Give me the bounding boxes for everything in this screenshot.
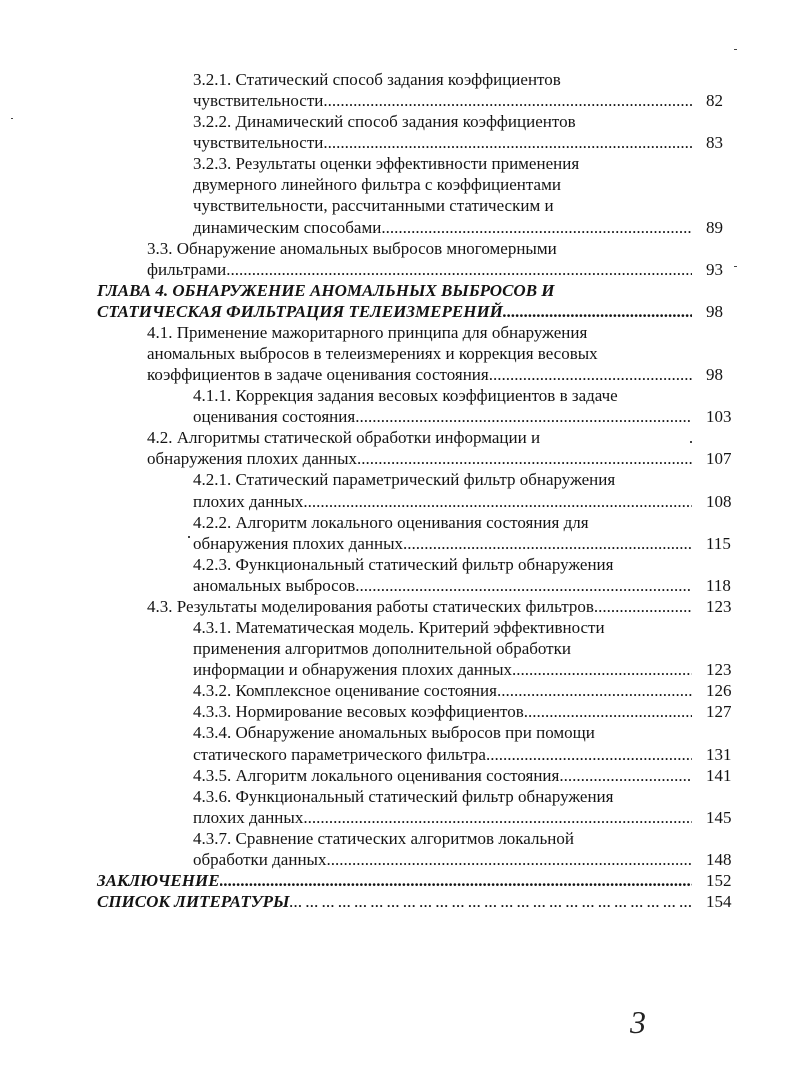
toc-line: 3.2.3. Результаты оценки эффективности применения: [193, 154, 580, 174]
toc-line-last: [0, 659, 732, 680]
toc-line-text: статического параметрического фильтра: [193, 744, 486, 764]
dot-leader: [381, 217, 692, 238]
toc-line: 4.3.1. Математическая модель. Критерий эффективности: [193, 618, 605, 638]
dot-leader: [355, 575, 692, 596]
page-ref: 123: [706, 660, 732, 680]
table-of-contents: [0, 69, 795, 912]
chapter-title-text: СТАТИЧЕСКАЯ ФИЛЬТРАЦИЯ ТЕЛЕИЗМЕРЕНИЙ: [97, 301, 503, 321]
toc-line: 4.3.6. Функциональный статический фильтр обнаружения: [193, 786, 614, 806]
toc-entry: [0, 554, 795, 596]
page-ref: 107: [706, 449, 732, 469]
toc-line-last: [0, 406, 732, 427]
page-ref: 108: [706, 491, 732, 511]
toc-line-text: 4.3.3. Нормирование весовых коэффициентов: [193, 702, 524, 722]
toc-conclusion-entry: [0, 870, 795, 891]
dot-leader: [594, 596, 692, 617]
toc-entry: [0, 322, 795, 385]
toc-line-text: обнаружения плохих данных: [193, 533, 403, 553]
toc-line-last: [0, 870, 732, 891]
toc-line-text: плохих данных: [193, 807, 304, 827]
scan-speck: [734, 266, 737, 267]
page-ref: 98: [706, 301, 723, 321]
dot-leader: [489, 364, 692, 385]
page-ref: 93: [706, 259, 723, 279]
dot-leader: [289, 891, 692, 912]
scan-speck: [734, 49, 737, 50]
toc-entry: [0, 238, 795, 280]
toc-line: 4.2.1. Статический параметрический фильтр обнаружения: [193, 470, 616, 490]
toc-line-last: [0, 364, 723, 385]
toc-entry: [0, 153, 795, 237]
toc-entry: [0, 786, 795, 828]
toc-line: применения алгоритмов дополнительной обработки: [193, 639, 571, 659]
toc-line-text: чувствительности: [193, 91, 324, 111]
toc-line: 3.3. Обнаружение аномальных выбросов многомерными: [147, 238, 557, 258]
dot-leader: [226, 259, 692, 280]
toc-line-last: [0, 301, 723, 322]
page-ref: 145: [706, 807, 732, 827]
toc-line: 3.2.2. Динамический способ задания коэффициентов: [193, 112, 576, 132]
dot-leader: [524, 701, 692, 722]
page-number: 3: [630, 1004, 646, 1040]
toc-line-last: [0, 701, 732, 722]
dot-leader: [220, 870, 692, 891]
page-ref: 83: [706, 133, 723, 153]
toc-line-last: [0, 891, 732, 912]
dot-leader: [357, 448, 692, 469]
page-ref: 118: [706, 575, 731, 595]
toc-line-last: [0, 575, 731, 596]
toc-entry: [0, 111, 795, 153]
toc-entry: [0, 69, 795, 111]
page-ref: 89: [706, 217, 723, 237]
scan-speck: [690, 441, 692, 443]
toc-line-last: [0, 744, 732, 765]
toc-entry: [0, 828, 795, 870]
toc-line-text: обработки данных: [193, 849, 327, 869]
page-ref: 154: [706, 892, 732, 912]
dot-leader: [323, 132, 692, 153]
toc-line-text: 4.3.5. Алгоритм локального оценивания состояния: [193, 765, 560, 785]
toc-line: 4.3.4. Обнаружение аномальных выбросов при помощи: [193, 723, 595, 743]
toc-line-text: информации и обнаружения плохих данных: [193, 660, 513, 680]
toc-line-text: чувствительности: [193, 133, 324, 153]
page-ref: 98: [706, 365, 723, 385]
toc-entry: [0, 427, 795, 469]
toc-line: 4.1. Применение мажоритарного принципа для обнаружения: [147, 322, 588, 342]
toc-line-last: [0, 596, 732, 617]
chapter-title-line: ГЛАВА 4. ОБНАРУЖЕНИЕ АНОМАЛЬНЫХ ВЫБРОСОВ И: [97, 280, 555, 300]
toc-line-text: динамическим способами: [193, 217, 382, 237]
dot-leader: [497, 680, 692, 701]
page-ref: 152: [706, 870, 732, 890]
toc-line: чувствительности, рассчитанными статическим и: [193, 196, 554, 216]
scan-speck: [188, 536, 190, 538]
toc-line-last: [0, 259, 723, 280]
dot-leader: [503, 301, 692, 322]
toc-line-last: [0, 849, 732, 870]
toc-line-last: [0, 533, 731, 554]
toc-line-last: [0, 491, 732, 512]
toc-line-text: аномальных выбросов: [193, 575, 356, 595]
dot-leader: [355, 406, 692, 427]
dot-leader: [326, 849, 692, 870]
toc-line: 4.3.7. Сравнение статических алгоритмов локальной: [193, 828, 574, 848]
toc-line-last: [0, 132, 723, 153]
toc-line-text: коэффициентов в задаче оценивания состояния: [147, 365, 489, 385]
toc-line-last: [0, 807, 732, 828]
page-ref: 126: [706, 681, 732, 701]
toc-entry: [0, 469, 795, 511]
toc-line: 4.1.1. Коррекция задания весовых коэффициентов в задаче: [193, 386, 618, 406]
toc-line-text: обнаружения плохих данных: [147, 449, 357, 469]
dot-leader: [303, 491, 692, 512]
toc-entry: [0, 765, 795, 786]
dot-leader: [323, 90, 692, 111]
page-ref: 103: [706, 407, 732, 427]
dot-leader: [559, 765, 692, 786]
toc-line-last: [0, 90, 723, 111]
toc-entry: [0, 680, 795, 701]
page-ref: 131: [706, 744, 732, 764]
toc-line: 4.2.3. Функциональный статический фильтр обнаружения: [193, 554, 614, 574]
page-ref: 123: [706, 596, 732, 616]
toc-entry: [0, 617, 795, 680]
references-title: СПИСОК ЛИТЕРАТУРЫ: [97, 892, 290, 912]
toc-entry: [0, 722, 795, 764]
toc-line: 3.2.1. Статический способ задания коэффициентов: [193, 70, 561, 89]
page-ref: 141: [706, 765, 732, 785]
page-ref: 127: [706, 702, 732, 722]
toc-entry: [0, 596, 795, 617]
conclusion-title: ЗАКЛЮЧЕНИЕ: [97, 870, 220, 890]
dot-leader: [512, 659, 692, 680]
page-ref: 115: [706, 533, 731, 553]
toc-line: аномальных выбросов в телеизмерениях и коррекция весовых: [147, 344, 598, 364]
page-ref: 148: [706, 849, 732, 869]
toc-line-last: [0, 448, 732, 469]
toc-line-text: оценивания состояния: [193, 407, 356, 427]
dot-leader: [303, 807, 692, 828]
toc-chapter-entry: [0, 280, 795, 322]
toc-entry: [0, 701, 795, 722]
toc-line: двумерного линейного фильтра с коэффициентами: [193, 175, 561, 195]
toc-line: 4.2. Алгоритмы статической обработки информации и: [147, 428, 541, 448]
toc-line-text: 4.3.2. Комплексное оценивание состояния: [193, 681, 497, 701]
toc-line-text: 4.3. Результаты моделирования работы статических фильтров: [147, 596, 594, 616]
scan-speck: [11, 118, 13, 119]
page-ref: 82: [706, 91, 723, 111]
toc-references-entry: [0, 891, 795, 912]
toc-line: 4.2.2. Алгоритм локального оценивания состояния для: [193, 512, 589, 532]
dot-leader: [486, 744, 692, 765]
dot-leader: [403, 533, 692, 554]
toc-line-last: [0, 680, 732, 701]
toc-entry: [0, 512, 795, 554]
toc-line-text: плохих данных: [193, 491, 304, 511]
toc-line-last: [0, 217, 723, 238]
toc-entry: [0, 385, 795, 427]
toc-line-text: фильтрами: [147, 259, 227, 279]
toc-line-last: [0, 765, 732, 786]
